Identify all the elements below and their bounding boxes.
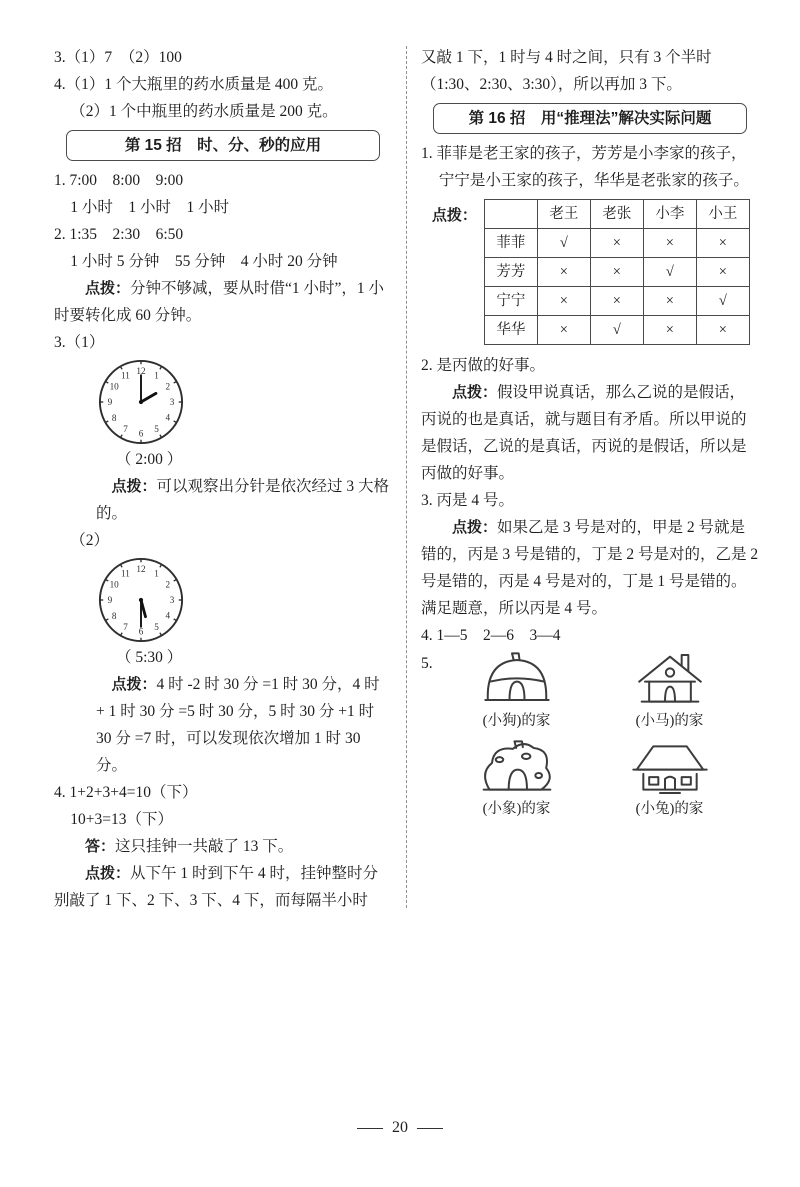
table-cell: × bbox=[696, 316, 749, 345]
section-16-header: 第 16 招 用“推理法”解决实际问题 bbox=[433, 103, 747, 134]
house-figure bbox=[447, 738, 586, 820]
table-cell: × bbox=[537, 258, 590, 287]
table-cell: × bbox=[643, 316, 696, 345]
elephant-house-drawing bbox=[475, 738, 559, 798]
dog-house-drawing bbox=[475, 650, 559, 710]
svg-text:6: 6 bbox=[138, 626, 144, 637]
house-caption: (小兔)的家 bbox=[635, 801, 704, 817]
table-cell: √ bbox=[643, 258, 696, 287]
answer-line: 3.（1） bbox=[54, 334, 105, 351]
table-cell: × bbox=[643, 287, 696, 316]
table-row bbox=[484, 258, 749, 287]
table-header-cell: 老张 bbox=[590, 200, 643, 229]
svg-text:8: 8 bbox=[111, 412, 117, 423]
table-cell: √ bbox=[696, 287, 749, 316]
clock-caption: （ 2:00 ） bbox=[116, 451, 183, 468]
tip-label: 点拨： bbox=[431, 207, 477, 224]
tip-paragraph bbox=[96, 473, 392, 527]
table-cell: × bbox=[696, 229, 749, 258]
svg-text:4: 4 bbox=[165, 412, 171, 423]
table-row bbox=[484, 229, 749, 258]
answer-line: （2） bbox=[70, 532, 110, 549]
answer-line: 3.（1）7 （2）100 bbox=[54, 49, 182, 66]
svg-text:10: 10 bbox=[109, 579, 119, 590]
table-cell: × bbox=[696, 258, 749, 287]
question-number: 5. bbox=[421, 655, 433, 672]
svg-text:5: 5 bbox=[154, 424, 159, 435]
table-cell: × bbox=[643, 229, 696, 258]
svg-text:5: 5 bbox=[154, 622, 159, 633]
table-cell: × bbox=[590, 287, 643, 316]
page-number bbox=[0, 1119, 800, 1137]
tip-text: 从下午 1 时到下午 4 时，挂钟整时分别敲了 1 下、2 下、3 下、4 下，而每隔半小时 bbox=[54, 865, 379, 909]
tip-text: 分钟不够减，要从时借“1 小时”，1 小时要转化成 60 分钟。 bbox=[54, 280, 385, 324]
table-row bbox=[484, 287, 749, 316]
tip-text: 可以观察出分针是依次经过 3 大格的。 bbox=[96, 478, 390, 522]
svg-text:11: 11 bbox=[121, 370, 130, 381]
table-cell: 宁宁 bbox=[484, 287, 537, 316]
svg-text:9: 9 bbox=[107, 397, 113, 408]
page-content bbox=[54, 44, 760, 914]
svg-text:7: 7 bbox=[123, 622, 128, 633]
horse-house-drawing bbox=[628, 650, 712, 710]
svg-text:12: 12 bbox=[136, 366, 146, 377]
tip-with-table bbox=[421, 199, 759, 345]
answer-line: 2. 1:35 2:30 6:50 bbox=[54, 226, 184, 243]
svg-text:1: 1 bbox=[154, 568, 159, 579]
right-column bbox=[421, 44, 759, 914]
question-5-block bbox=[421, 650, 759, 820]
answer-line: 3. 丙是 4 号。 bbox=[421, 492, 515, 509]
svg-text:12: 12 bbox=[136, 564, 146, 575]
tip-paragraph bbox=[54, 860, 392, 914]
tip-paragraph bbox=[96, 671, 392, 779]
tip-label: 点拨： bbox=[85, 865, 131, 882]
svg-text:10: 10 bbox=[109, 381, 119, 392]
svg-text:2: 2 bbox=[165, 579, 171, 590]
tip-label: 点拨： bbox=[111, 676, 157, 693]
house-figure bbox=[447, 650, 586, 732]
tip-paragraph bbox=[421, 514, 759, 622]
page-number-value: 20 bbox=[392, 1119, 408, 1136]
analog-clock-5-30 bbox=[98, 557, 184, 643]
answer-label: 答： bbox=[85, 838, 116, 855]
table-cell: × bbox=[590, 258, 643, 287]
answer-line: （2）1 个中瓶里的药水质量是 200 克。 bbox=[70, 103, 338, 120]
tip-text: 4 时 -2 时 30 分 =1 时 30 分，4 时 + 1 时 30 分 =5 时 30 分，5 时 30 分 +1 时 30 分 =7 时，可以发现依次增加 1 时 30 分。 bbox=[96, 676, 380, 774]
tip-label: 点拨： bbox=[452, 519, 498, 536]
table-header-cell bbox=[484, 200, 537, 229]
answer-line: 1. 菲菲是老王家的孩子，芳芳是小李家的孩子，宁宁是小王家的孩子，华华是老张家的孩子。 bbox=[421, 145, 749, 189]
table-cell: × bbox=[537, 287, 590, 316]
house-caption: (小象)的家 bbox=[482, 801, 551, 817]
svg-text:11: 11 bbox=[121, 568, 130, 579]
table-cell: √ bbox=[590, 316, 643, 345]
continuation-paragraph: 又敲 1 下，1 时与 4 时之间，只有 3 个半时（1:30、2:30、3:30），所以再加 3 下。 bbox=[421, 49, 712, 93]
tip-text: 假设甲说真话，那么乙说的是假话，丙说的也是真话，就与题目有矛盾。所以甲说的是假话，乙说的是真话，丙说的是假话，所以是丙做的好事。 bbox=[421, 384, 747, 482]
table-row bbox=[484, 316, 749, 345]
svg-text:7: 7 bbox=[123, 424, 128, 435]
clock-caption: （ 5:30 ） bbox=[116, 649, 183, 666]
table-cell: × bbox=[537, 316, 590, 345]
tip-label: 点拨： bbox=[111, 478, 157, 495]
house-caption: (小狗)的家 bbox=[482, 713, 551, 729]
page-number-dash-right bbox=[417, 1128, 443, 1129]
answer-line: 1. 7:00 8:00 9:00 bbox=[54, 172, 184, 189]
analog-clock-2-00 bbox=[98, 359, 184, 445]
table-header-cell: 老王 bbox=[537, 200, 590, 229]
svg-text:6: 6 bbox=[138, 428, 144, 439]
table-header-cell: 小李 bbox=[643, 200, 696, 229]
answer-line: 4.（1）1 个大瓶里的药水质量是 400 克。 bbox=[54, 76, 334, 93]
svg-text:4: 4 bbox=[165, 610, 171, 621]
table-header-row bbox=[484, 200, 749, 229]
answer-line: 2. 是丙做的好事。 bbox=[421, 357, 546, 374]
column-divider bbox=[406, 46, 407, 908]
table-cell: 菲菲 bbox=[484, 229, 537, 258]
table-header-cell: 小王 bbox=[696, 200, 749, 229]
svg-text:3: 3 bbox=[169, 397, 175, 408]
house-figure bbox=[600, 650, 739, 732]
answer-line: 4. 1—5 2—6 3—4 bbox=[421, 627, 561, 644]
svg-text:1: 1 bbox=[154, 370, 159, 381]
answer-text: 这只挂钟一共敲了 13 下。 bbox=[115, 838, 294, 855]
houses-grid bbox=[447, 650, 759, 820]
svg-text:9: 9 bbox=[107, 595, 113, 606]
answer-line: 4. 1+2+3+4=10（下） bbox=[54, 784, 198, 801]
tip-label: 点拨： bbox=[452, 384, 498, 401]
table-cell: 芳芳 bbox=[484, 258, 537, 287]
svg-text:8: 8 bbox=[111, 610, 117, 621]
answer-line: 1 小时 5 分钟 55 分钟 4 小时 20 分钟 bbox=[70, 253, 338, 270]
tip-text: 如果乙是 3 号是对的，甲是 2 号就是错的，丙是 3 号是错的，丁是 2 号是对的，乙是 2 号是错的，丙是 4 号是对的，丁是 1 号是错的。满足题意，所以丙是 4 号。 bbox=[421, 519, 759, 617]
reasoning-table bbox=[484, 199, 750, 345]
rabbit-house-drawing bbox=[628, 738, 712, 798]
tip-paragraph bbox=[54, 275, 392, 329]
svg-text:2: 2 bbox=[165, 381, 171, 392]
answer-line: 1 小时 1 小时 1 小时 bbox=[70, 199, 230, 216]
tip-label: 点拨： bbox=[85, 280, 131, 297]
svg-text:3: 3 bbox=[169, 595, 175, 606]
answer-sentence bbox=[54, 833, 392, 860]
table-cell: × bbox=[590, 229, 643, 258]
page-number-dash-left bbox=[357, 1128, 383, 1129]
house-figure bbox=[600, 738, 739, 820]
left-column bbox=[54, 44, 392, 914]
house-caption: (小马)的家 bbox=[635, 713, 704, 729]
table-cell: √ bbox=[537, 229, 590, 258]
answer-line: 10+3=13（下） bbox=[70, 811, 173, 828]
section-15-header: 第 15 招 时、分、秒的应用 bbox=[66, 130, 380, 161]
tip-paragraph bbox=[421, 379, 759, 487]
table-cell: 华华 bbox=[484, 316, 537, 345]
